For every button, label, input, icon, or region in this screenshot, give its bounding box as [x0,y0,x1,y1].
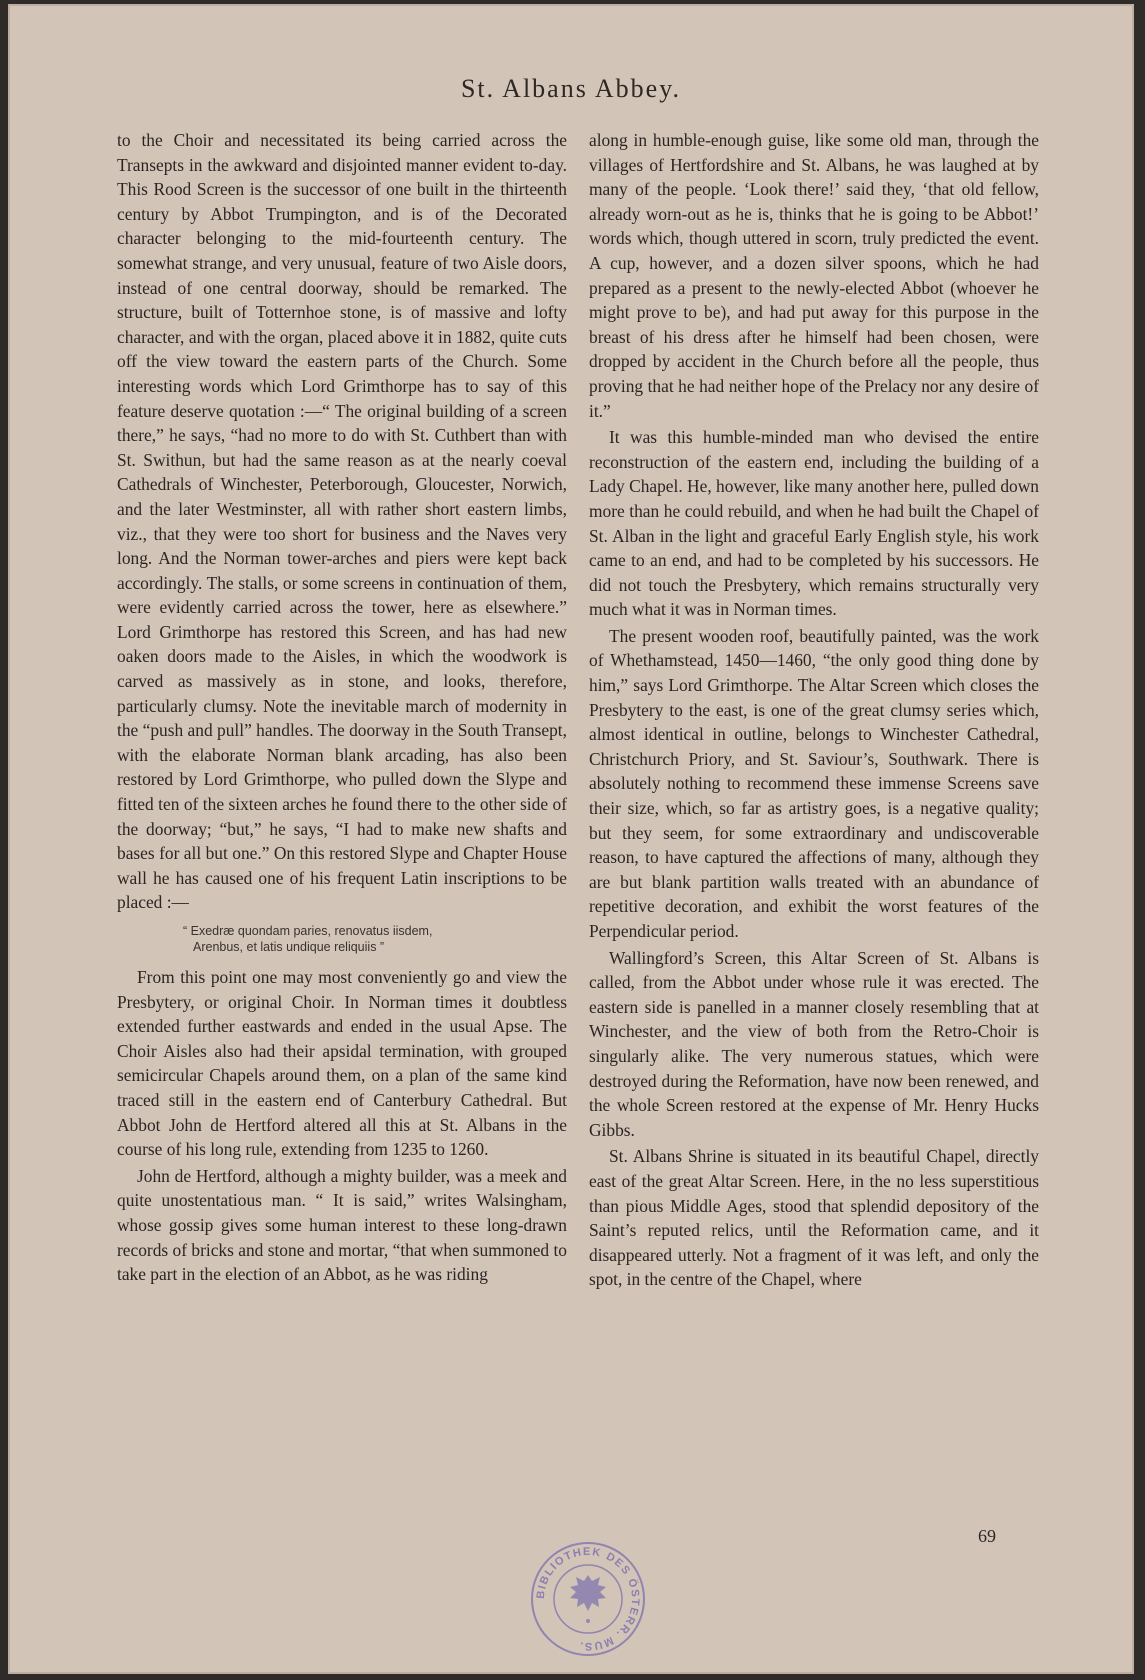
quote-line: “ Exedræ quondam paries, renovatus iisdem, [183,924,433,938]
quote-line: Arenbus, et latis undique reliquiis ” [193,940,385,954]
latin-inscription-quote [117,923,567,955]
paragraph: From this point one may most conveniently go and view the Presbytery, or original Choir. In Norman times it doubtless extended further eastwards and ended in the usual Apse. The Choir Aisles also had their apsidal termination, with grouped semicircular Chapels around them, on a plan of the same kind traced still in the eastern end of Canterbury Cathedral. But Abbot John de Hertford altered all this at St. Albans in the course of his long rule, extending from 1235 to 1260. [117,967,567,1160]
paragraph: along in humble-enough guise, like some old man, through the villages of Hertfordshire and St. Albans, he was laughed at by many of the people. ‘Look there!’ said they, ‘that old fellow, already worn-out as he is, thinks that he is going to be Abbot!’ words which, though uttered in scorn, truly predicted the event. A cup, however, and a dozen silver spoons, which he had prepared as a present to the newly-elected Abbot (whoever he might prove to be), and had put away for this purpose in the breast of his dress after he himself had been chosen, were dropped by accident in the Church before all the people, thus proving that he had neither hope of the Prelacy nor any desire of it.” [589,130,1039,421]
paragraph: John de Hertford, although a mighty builder, was a meek and quite unostentatious man. “ It is said,” writes Walsingham, whose gossip gives some human interest to these long-drawn records of bricks and stone and mortar, “that when summoned to take part in the election of an Abbot, as he was riding [117,1165,567,1285]
page-number: 69 [978,1526,996,1546]
right-column [589,128,1039,1294]
page-title: St. Albans Abbey. [460,74,682,103]
paragraph: It was this humble-minded man who devised the entire reconstruction of the eastern end, including the building of a Lady Chapel. He, however, like many another here, pulled down more than he could rebuild, and when he had built the Chapel of St. Alban in the light and graceful Early English style, his work came to an end, and had to be completed by his successors. He did not touch the Presbytery, which remains structurally very much what it was in Norman times. [589,427,1039,620]
paragraph: St. Albans Shrine is situated in its beautiful Chapel, directly east of the great Altar Screen. Here, in the no less superstitious than pious Middle Ages, stood that splendid depository of the Saint’s reputed relics, until the Reformation came, and it disappeared utterly. Not a fragment of it was left, and only the spot, in the centre of the Chapel, where [589,1146,1039,1290]
page [8,4,1134,1674]
library-stamp-icon [528,1539,648,1659]
paragraph: The present wooden roof, beautifully painted, was the work of Whethamstead, 1450—1460, “the only good thing done by him,” says Lord Grimthorpe. The Altar Screen which closes the Presbytery to the east, is one of the great clumsy series which, almost identical in outline, belongs to Winchester Cathedral, Christchurch Priory, and St. Saviour’s, Southwark. There is absolutely nothing to recommend these immense Screens save their size, which, so far as artistry goes, is a negative quality; but they seem, for some extraordinary and undiscoverable reason, to have captured the affections of many, although they are but blank partition walls treated with an abundance of repetitive decoration, and exhibit the worst features of the Perpendicular period. [589,625,1039,941]
paragraph: to the Choir and necessitated its being carried across the Transepts in the awkward and disjointed manner evident to-day. This Rood Screen is the successor of one built in the thirteenth century by Abbot Trumpington, and is of the Decorated character belonging to the mid-fourteenth century. The somewhat strange, and very unusual, feature of two Aisle doors, instead of one central doorway, should be remarked. The structure, built of Totternhoe stone, is of massive and lofty character, and with the organ, placed above it in 1882, quite cuts off the view toward the eastern parts of the Church. Some interesting words which Lord Grimthorpe has to say of this feature deserve quotation :—“ The original building of a screen there,” he says, “had no more to do with St. Cuthbert than with St. Swithun, but had the same reason as at the nearly coeval Cathedrals of Winchester, Peterborough, Gloucester, Norwich, and the later Westminster, all with rather short eastern limbs, viz., that they were too short for business and the Naves very long. And the Norman tower-arches and piers were kept back accordingly. The stalls, or some screens in continuation of them, were evidently carried across the tower, here as elsewhere.” Lord Grimthorpe has restored this Screen, and has had new oaken doors made to the Aisles, in which the woodwork is carved as massively as in stone, and looks, therefore, particularly clumsy. Note the inevitable march of modernity in the “push and pull” handles. The doorway in the South Transept, with the elaborate Norman blank arcading, has also been restored by Lord Grimthorpe, who pulled down the Slype and fitted ten of the sixteen arches he found there to the other side of the doorway; “but,” he says, “I had to make new shafts and bases for all but one.” On this restored Slype and Chapter House wall he has caused one of his frequent Latin inscriptions to be placed :— [117,130,567,913]
paragraph: Wallingford’s Screen, this Altar Screen of St. Albans is called, from the Abbot under whose rule it was erected. The eastern side is panelled in a manner closely resembling that at Winchester, and the view of both from the Retro-Choir is singularly alike. The very numerous statues, which were destroyed during the Reformation, have now been renewed, and the whole Screen restored at the expense of Mr. Henry Hucks Gibbs. [589,947,1039,1140]
left-column [117,128,567,1289]
stamp-text: BIBLIOTHEK DES ÖSTERR. MUS. [534,1545,642,1653]
